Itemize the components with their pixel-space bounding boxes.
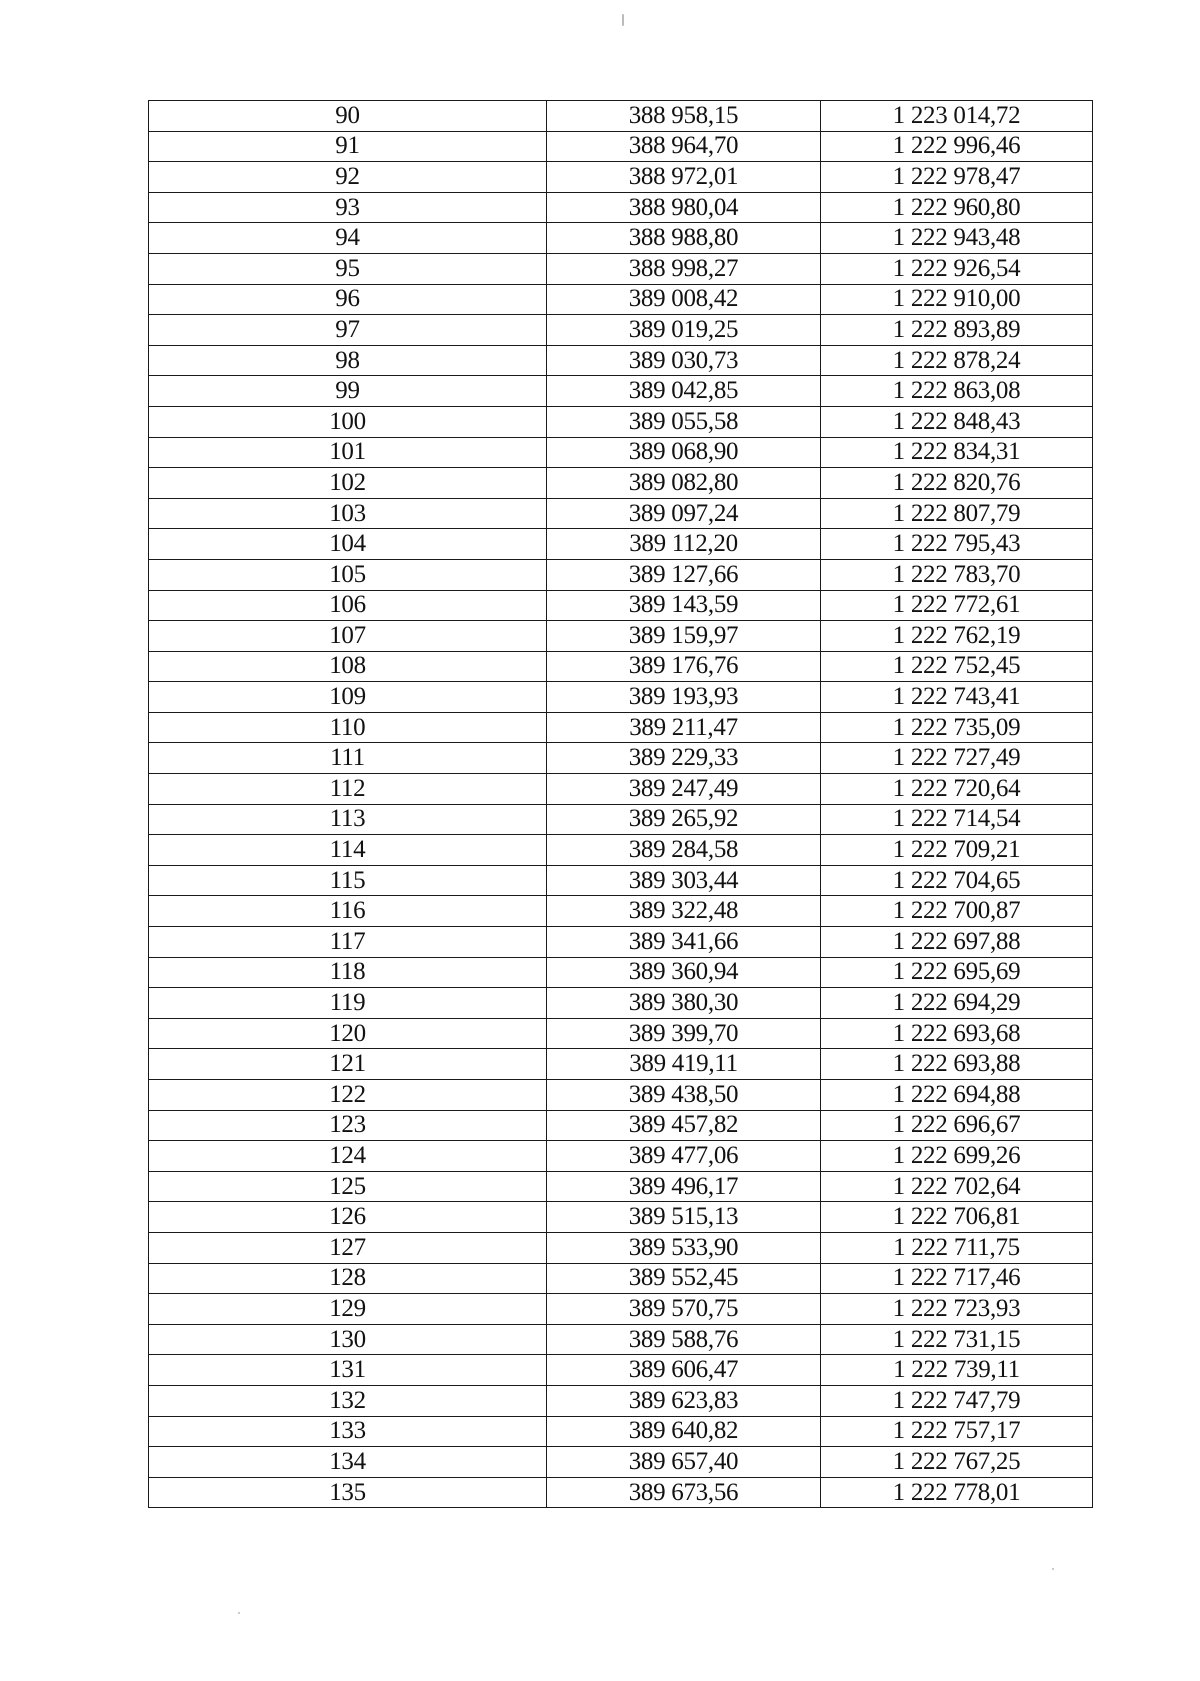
point-number-cell: 125 xyxy=(149,1171,547,1202)
point-number-cell: 133 xyxy=(149,1416,547,1447)
table-row xyxy=(149,712,1093,743)
table-row xyxy=(149,621,1093,652)
point-number-cell: 96 xyxy=(149,284,547,315)
table-row xyxy=(149,1049,1093,1080)
x-coordinate-cell: 389 019,25 xyxy=(547,315,821,346)
y-coordinate-cell: 1 222 727,49 xyxy=(821,743,1093,774)
y-coordinate-cell: 1 222 739,11 xyxy=(821,1355,1093,1386)
y-coordinate-cell: 1 222 743,41 xyxy=(821,682,1093,713)
table-row xyxy=(149,559,1093,590)
table-row xyxy=(149,376,1093,407)
table-row xyxy=(149,162,1093,193)
x-coordinate-cell: 389 176,76 xyxy=(547,651,821,682)
y-coordinate-cell: 1 222 762,19 xyxy=(821,621,1093,652)
point-number-cell: 110 xyxy=(149,712,547,743)
table-row xyxy=(149,131,1093,162)
point-number-cell: 97 xyxy=(149,315,547,346)
y-coordinate-cell: 1 222 694,29 xyxy=(821,988,1093,1019)
point-number-cell: 130 xyxy=(149,1324,547,1355)
x-coordinate-cell: 389 284,58 xyxy=(547,835,821,866)
point-number-cell: 121 xyxy=(149,1049,547,1080)
table-row xyxy=(149,101,1093,132)
point-number-cell: 94 xyxy=(149,223,547,254)
x-coordinate-cell: 389 673,56 xyxy=(547,1477,821,1508)
scan-speck xyxy=(622,14,624,26)
point-number-cell: 116 xyxy=(149,896,547,927)
point-number-cell: 120 xyxy=(149,1018,547,1049)
x-coordinate-cell: 389 042,85 xyxy=(547,376,821,407)
y-coordinate-cell: 1 222 702,64 xyxy=(821,1171,1093,1202)
table-row xyxy=(149,406,1093,437)
table-row xyxy=(149,284,1093,315)
x-coordinate-cell: 389 143,59 xyxy=(547,590,821,621)
point-number-cell: 117 xyxy=(149,927,547,958)
point-number-cell: 126 xyxy=(149,1202,547,1233)
y-coordinate-cell: 1 222 783,70 xyxy=(821,559,1093,590)
table-row xyxy=(149,192,1093,223)
x-coordinate-cell: 389 606,47 xyxy=(547,1355,821,1386)
x-coordinate-cell: 389 211,47 xyxy=(547,712,821,743)
y-coordinate-cell: 1 222 696,67 xyxy=(821,1110,1093,1141)
y-coordinate-cell: 1 222 717,46 xyxy=(821,1263,1093,1294)
y-coordinate-cell: 1 222 893,89 xyxy=(821,315,1093,346)
table-row xyxy=(149,253,1093,284)
table-row xyxy=(149,437,1093,468)
x-coordinate-cell: 389 419,11 xyxy=(547,1049,821,1080)
table-row xyxy=(149,896,1093,927)
x-coordinate-cell: 389 322,48 xyxy=(547,896,821,927)
y-coordinate-cell: 1 222 709,21 xyxy=(821,835,1093,866)
point-number-cell: 129 xyxy=(149,1294,547,1325)
y-coordinate-cell: 1 222 752,45 xyxy=(821,651,1093,682)
point-number-cell: 135 xyxy=(149,1477,547,1508)
y-coordinate-cell: 1 222 978,47 xyxy=(821,162,1093,193)
point-number-cell: 92 xyxy=(149,162,547,193)
point-number-cell: 98 xyxy=(149,345,547,376)
y-coordinate-cell: 1 222 723,93 xyxy=(821,1294,1093,1325)
x-coordinate-cell: 389 533,90 xyxy=(547,1232,821,1263)
point-number-cell: 114 xyxy=(149,835,547,866)
table-row xyxy=(149,1110,1093,1141)
x-coordinate-cell: 389 570,75 xyxy=(547,1294,821,1325)
table-row xyxy=(149,1018,1093,1049)
y-coordinate-cell: 1 222 714,54 xyxy=(821,804,1093,835)
y-coordinate-cell: 1 222 693,68 xyxy=(821,1018,1093,1049)
point-number-cell: 127 xyxy=(149,1232,547,1263)
y-coordinate-cell: 1 222 699,26 xyxy=(821,1141,1093,1172)
y-coordinate-cell: 1 222 747,79 xyxy=(821,1385,1093,1416)
x-coordinate-cell: 389 438,50 xyxy=(547,1080,821,1111)
y-coordinate-cell: 1 222 960,80 xyxy=(821,192,1093,223)
point-number-cell: 93 xyxy=(149,192,547,223)
y-coordinate-cell: 1 222 697,88 xyxy=(821,927,1093,958)
point-number-cell: 95 xyxy=(149,253,547,284)
x-coordinate-cell: 389 030,73 xyxy=(547,345,821,376)
y-coordinate-cell: 1 222 704,65 xyxy=(821,865,1093,896)
point-number-cell: 90 xyxy=(149,101,547,132)
x-coordinate-cell: 389 380,30 xyxy=(547,988,821,1019)
point-number-cell: 124 xyxy=(149,1141,547,1172)
x-coordinate-cell: 388 980,04 xyxy=(547,192,821,223)
point-number-cell: 100 xyxy=(149,406,547,437)
x-coordinate-cell: 389 193,93 xyxy=(547,682,821,713)
x-coordinate-cell: 389 360,94 xyxy=(547,957,821,988)
table-row xyxy=(149,1202,1093,1233)
table-row xyxy=(149,1324,1093,1355)
table-row xyxy=(149,1294,1093,1325)
table-row xyxy=(149,590,1093,621)
table-row xyxy=(149,835,1093,866)
table-row xyxy=(149,1080,1093,1111)
x-coordinate-cell: 389 082,80 xyxy=(547,468,821,499)
table-row xyxy=(149,345,1093,376)
y-coordinate-cell: 1 222 735,09 xyxy=(821,712,1093,743)
x-coordinate-cell: 389 265,92 xyxy=(547,804,821,835)
y-coordinate-cell: 1 222 772,61 xyxy=(821,590,1093,621)
point-number-cell: 122 xyxy=(149,1080,547,1111)
x-coordinate-cell: 388 998,27 xyxy=(547,253,821,284)
point-number-cell: 132 xyxy=(149,1385,547,1416)
y-coordinate-cell: 1 222 700,87 xyxy=(821,896,1093,927)
y-coordinate-cell: 1 222 848,43 xyxy=(821,406,1093,437)
point-number-cell: 131 xyxy=(149,1355,547,1386)
y-coordinate-cell: 1 222 693,88 xyxy=(821,1049,1093,1080)
point-number-cell: 111 xyxy=(149,743,547,774)
x-coordinate-cell: 389 588,76 xyxy=(547,1324,821,1355)
table-row xyxy=(149,315,1093,346)
scan-speck xyxy=(1052,1568,1054,1570)
x-coordinate-cell: 389 399,70 xyxy=(547,1018,821,1049)
point-number-cell: 109 xyxy=(149,682,547,713)
table-row xyxy=(149,865,1093,896)
x-coordinate-cell: 389 623,83 xyxy=(547,1385,821,1416)
y-coordinate-cell: 1 222 807,79 xyxy=(821,498,1093,529)
x-coordinate-cell: 389 515,13 xyxy=(547,1202,821,1233)
y-coordinate-cell: 1 222 863,08 xyxy=(821,376,1093,407)
x-coordinate-cell: 389 008,42 xyxy=(547,284,821,315)
point-number-cell: 108 xyxy=(149,651,547,682)
y-coordinate-cell: 1 222 834,31 xyxy=(821,437,1093,468)
table-row xyxy=(149,1355,1093,1386)
y-coordinate-cell: 1 222 767,25 xyxy=(821,1447,1093,1478)
y-coordinate-cell: 1 222 706,81 xyxy=(821,1202,1093,1233)
x-coordinate-cell: 389 159,97 xyxy=(547,621,821,652)
table-row xyxy=(149,1232,1093,1263)
point-number-cell: 119 xyxy=(149,988,547,1019)
y-coordinate-cell: 1 222 720,64 xyxy=(821,774,1093,805)
table-row xyxy=(149,529,1093,560)
coordinates-table xyxy=(148,100,1093,1508)
point-number-cell: 134 xyxy=(149,1447,547,1478)
y-coordinate-cell: 1 222 711,75 xyxy=(821,1232,1093,1263)
x-coordinate-cell: 388 972,01 xyxy=(547,162,821,193)
y-coordinate-cell: 1 222 795,43 xyxy=(821,529,1093,560)
y-coordinate-cell: 1 222 757,17 xyxy=(821,1416,1093,1447)
point-number-cell: 106 xyxy=(149,590,547,621)
scan-speck xyxy=(238,1612,240,1614)
y-coordinate-cell: 1 222 926,54 xyxy=(821,253,1093,284)
point-number-cell: 112 xyxy=(149,774,547,805)
y-coordinate-cell: 1 222 820,76 xyxy=(821,468,1093,499)
point-number-cell: 99 xyxy=(149,376,547,407)
point-number-cell: 104 xyxy=(149,529,547,560)
x-coordinate-cell: 389 112,20 xyxy=(547,529,821,560)
point-number-cell: 115 xyxy=(149,865,547,896)
y-coordinate-cell: 1 222 910,00 xyxy=(821,284,1093,315)
y-coordinate-cell: 1 222 878,24 xyxy=(821,345,1093,376)
point-number-cell: 113 xyxy=(149,804,547,835)
x-coordinate-cell: 389 477,06 xyxy=(547,1141,821,1172)
point-number-cell: 118 xyxy=(149,957,547,988)
point-number-cell: 105 xyxy=(149,559,547,590)
table-row xyxy=(149,468,1093,499)
y-coordinate-cell: 1 222 694,88 xyxy=(821,1080,1093,1111)
x-coordinate-cell: 389 657,40 xyxy=(547,1447,821,1478)
table-row xyxy=(149,774,1093,805)
x-coordinate-cell: 388 988,80 xyxy=(547,223,821,254)
y-coordinate-cell: 1 222 731,15 xyxy=(821,1324,1093,1355)
table-row xyxy=(149,223,1093,254)
x-coordinate-cell: 389 640,82 xyxy=(547,1416,821,1447)
x-coordinate-cell: 389 097,24 xyxy=(547,498,821,529)
table-row xyxy=(149,1171,1093,1202)
table-row xyxy=(149,1477,1093,1508)
table-row xyxy=(149,1263,1093,1294)
table-row xyxy=(149,1447,1093,1478)
point-number-cell: 128 xyxy=(149,1263,547,1294)
x-coordinate-cell: 388 958,15 xyxy=(547,101,821,132)
table-row xyxy=(149,651,1093,682)
table-row xyxy=(149,804,1093,835)
table-row xyxy=(149,988,1093,1019)
y-coordinate-cell: 1 222 943,48 xyxy=(821,223,1093,254)
x-coordinate-cell: 389 247,49 xyxy=(547,774,821,805)
x-coordinate-cell: 389 457,82 xyxy=(547,1110,821,1141)
point-number-cell: 91 xyxy=(149,131,547,162)
y-coordinate-cell: 1 222 996,46 xyxy=(821,131,1093,162)
x-coordinate-cell: 389 055,58 xyxy=(547,406,821,437)
table-row xyxy=(149,743,1093,774)
table-row xyxy=(149,1141,1093,1172)
table-row xyxy=(149,957,1093,988)
coordinates-table-body xyxy=(149,101,1093,1508)
x-coordinate-cell: 389 229,33 xyxy=(547,743,821,774)
x-coordinate-cell: 389 303,44 xyxy=(547,865,821,896)
x-coordinate-cell: 389 496,17 xyxy=(547,1171,821,1202)
x-coordinate-cell: 389 068,90 xyxy=(547,437,821,468)
table-row xyxy=(149,1385,1093,1416)
x-coordinate-cell: 388 964,70 xyxy=(547,131,821,162)
x-coordinate-cell: 389 552,45 xyxy=(547,1263,821,1294)
y-coordinate-cell: 1 223 014,72 xyxy=(821,101,1093,132)
point-number-cell: 102 xyxy=(149,468,547,499)
table-row xyxy=(149,498,1093,529)
point-number-cell: 107 xyxy=(149,621,547,652)
point-number-cell: 103 xyxy=(149,498,547,529)
table-row xyxy=(149,682,1093,713)
x-coordinate-cell: 389 341,66 xyxy=(547,927,821,958)
table-row xyxy=(149,1416,1093,1447)
y-coordinate-cell: 1 222 778,01 xyxy=(821,1477,1093,1508)
table-row xyxy=(149,927,1093,958)
x-coordinate-cell: 389 127,66 xyxy=(547,559,821,590)
point-number-cell: 101 xyxy=(149,437,547,468)
point-number-cell: 123 xyxy=(149,1110,547,1141)
y-coordinate-cell: 1 222 695,69 xyxy=(821,957,1093,988)
